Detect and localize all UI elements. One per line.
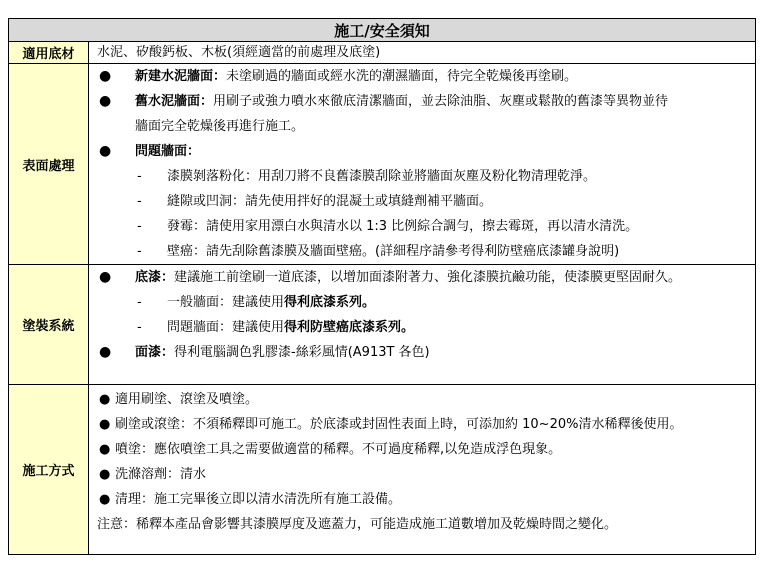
note-text: 注意：稀釋本產品會影響其漆膜厚度及遮蓋力，可能造成施工道數增加及乾燥時間之變化。 [97,517,618,532]
sub-item: - 發霉：請使用家用漂白水與清水以 1:3 比例綜合調勻，擦去霉斑，再以清水清洗。 [97,214,749,239]
label-surface: 表面處理 [9,64,89,265]
sub-item: - 壁癌：請先刮除舊漆膜及牆面壁癌。(詳細程序請參考得利防壁癌底漆罐身說明) [97,239,749,264]
list-item: ● 適用刷塗、滾塗及噴塗。 [97,387,749,412]
bullet-icon: ● [99,68,112,84]
bullet-icon: ● [99,417,111,432]
dash-icon: - [137,320,142,335]
dash-icon: - [137,169,142,184]
dash-icon: - [137,244,142,259]
bullet-icon: ● [99,467,111,482]
bullet-icon: ● [99,392,111,407]
list-item: ● 新建水泥牆面：未塗刷過的牆面或經水洗的潮濕牆面，待完全乾燥後再塗刷。 [97,64,749,89]
label-method: 施工方式 [9,385,89,555]
label-substrate: 適用底材 [9,42,89,64]
dash-icon: - [137,219,142,234]
bullet-icon: ● [99,93,112,109]
coating-content [89,265,756,385]
list-item: ● 底漆：建議施工前塗刷一道底漆，以增加面漆附著力、強化漆膜抗鹼功能，使漆膜更堅固耐久。 [97,265,749,290]
table-title: 施工/安全須知 [9,19,756,42]
dash-icon: - [137,295,142,310]
sub-item: - 縫隙或凹洞：請先使用拌好的混凝土或填縫劑補平牆面。 [97,189,749,214]
list-item: ● 面漆：得利電腦調色乳膠漆-絲彩風情(A913T 各色) [97,340,749,365]
surface-content [89,64,756,265]
sub-item: - 問題牆面：建議使用得利防壁癌底漆系列。 [97,315,749,340]
method-content [89,385,756,555]
list-item: ● 清理：施工完畢後立即以清水清洗所有施工設備。 [97,487,749,512]
label-coating: 塗裝系統 [9,265,89,385]
list-item: ● 噴塗：應依噴塗工具之需要做適當的稀釋。不可過度稀釋,以免造成浮色現象。 [97,437,749,462]
bullet-icon: ● [99,269,112,285]
sub-item: - 漆膜剝落粉化：用刮刀將不良舊漆膜刮除並將牆面灰塵及粉化物清理乾淨。 [97,164,749,189]
substrate-text: 水泥、矽酸鈣板、木板(須經適當的前處理及底塗) [89,42,756,64]
list-item: ● 舊水泥牆面：用刷子或強力噴水來徹底清潔牆面，並去除油脂、灰塵或鬆散的舊漆等異物並待 [97,89,749,114]
spec-table [8,18,756,555]
bullet-icon: ● [99,143,112,159]
bullet-icon: ● [99,492,111,507]
list-item: ● 刷塗或滾塗：不須稀釋即可施工。於底漆或封固性表面上時，可添加約 10~20%清水稀釋後使用。 [97,412,749,437]
list-item-continuation: 牆面完全乾燥後再進行施工。 [135,119,305,134]
dash-icon: - [137,194,142,209]
bullet-icon: ● [99,344,112,360]
sub-item: - 一般牆面：建議使用得利底漆系列。 [97,290,749,315]
list-item: ● 洗滌溶劑：清水 [97,462,749,487]
list-item: ● 問題牆面： [97,139,749,164]
bullet-icon: ● [99,442,111,457]
